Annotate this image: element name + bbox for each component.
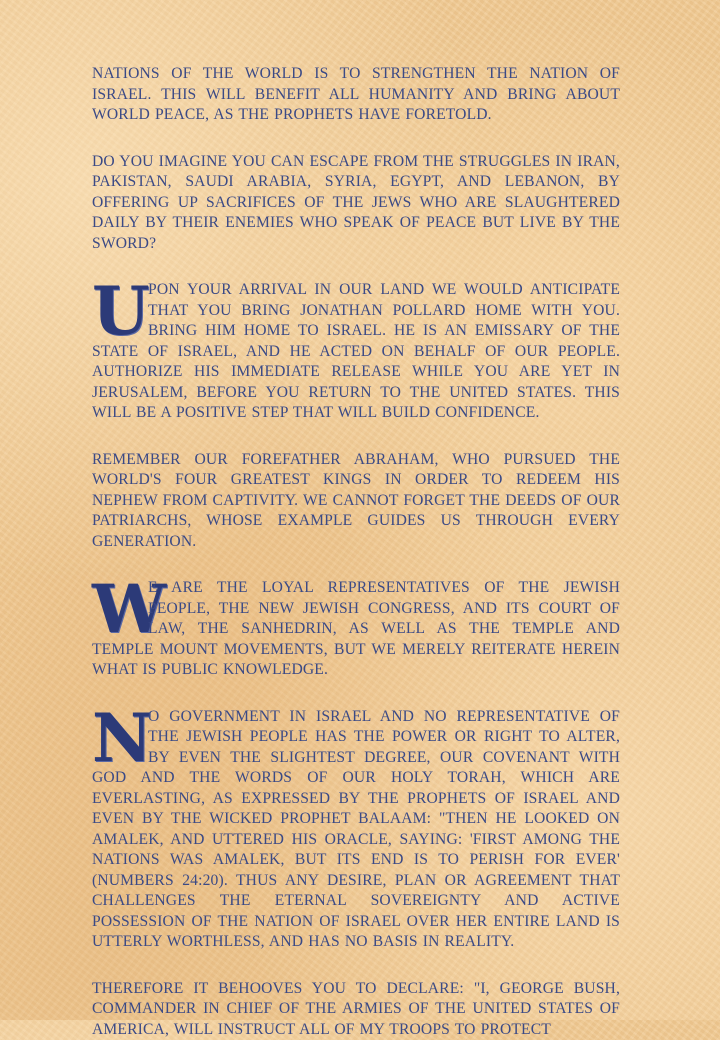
paragraph-3 <box>92 280 620 424</box>
letter-body <box>92 64 620 1040</box>
paragraph-5 <box>92 578 620 681</box>
paragraph-6 <box>92 707 620 953</box>
paragraph-2 <box>92 152 620 255</box>
paragraph-text: PON YOUR ARRIVAL IN OUR LAND WE WOULD ANTICIPATE THAT YOU BRING JONATHAN POLLARD HOME WITH YOU. BRING HIM HOME TO ISRAEL. HE IS AN EMISSARY OF THE STATE OF ISRAEL, AND HE ACTED ON BEHALF OF OUR PEOPLE. AUTHORIZE HIS IMMEDIATE RELEASE WHILE YOU ARE YET IN JERUSALEM, BEFORE YOU RETURN TO THE UNITED STATES. THIS WILL BE A POSITIVE STEP THAT WILL BUILD CONFIDENCE. <box>92 281 620 421</box>
paragraph-text: NATIONS OF THE WORLD IS TO STRENGTHEN THE NATION OF ISRAEL. THIS WILL BENEFIT ALL HUMANITY AND BRING ABOUT WORLD PEACE, AS THE PROPHETS HAVE FORETOLD. <box>92 65 620 123</box>
paragraph-text: E ARE THE LOYAL REPRESENTATIVES OF THE JEWISH PEOPLE, THE NEW JEWISH CONGRESS, AND ITS COURT OF LAW, THE SANHEDRIN, AS WELL AS THE TEMPLE AND TEMPLE MOUNT MOVEMENTS, BUT WE MERELY REITERATE HEREIN WHAT IS PUBLIC KNOWLEDGE. <box>92 579 620 678</box>
paragraph-text: O GOVERNMENT IN ISRAEL AND NO REPRESENTATIVE OF THE JEWISH PEOPLE HAS THE POWER OR RIGHT TO ALTER, BY EVEN THE SLIGHTEST DEGREE, OUR COVENANT WITH GOD AND THE WORDS OF OUR HOLY TORAH, WHICH ARE EVERLASTING, AS EXPRESSED BY THE PROPHETS OF ISRAEL AND EVEN BY THE WICKED PROPHET BALAAM: "THEN HE LOOKED ON AMALEK, AND UTTERED HIS ORACLE, SAYING: 'FIRST AMONG THE NATIONS WAS AMALEK, BUT ITS END IS TO PERISH FOR EVER' (NUMBERS 24:20). THUS ANY DESIRE, PLAN OR AGREEMENT THAT CHALLENGES THE ETERNAL SOVEREIGNTY AND ACTIVE POSSESSION OF THE NATION OF ISRAEL OVER HER ENTIRE LAND IS UTTERLY WORTHLESS, AND HAS NO BASIS IN REALITY. <box>92 708 620 951</box>
paragraph-7 <box>92 979 620 1040</box>
drop-cap-letter: W <box>92 581 142 639</box>
paragraph-text: DO YOU IMAGINE YOU CAN ESCAPE FROM THE STRUGGLES IN IRAN, PAKISTAN, SAUDI ARABIA, SYRIA, EGYPT, AND LEBANON, BY OFFERING UP SACRIFICES OF THE JEWS WHO ARE SLAUGHTERED DAILY BY THEIR ENEMIES WHO SPEAK OF PEACE BUT LIVE BY THE SWORD? <box>92 153 620 252</box>
drop-cap-letter: U <box>92 283 142 341</box>
paragraph-text: REMEMBER OUR FOREFATHER ABRAHAM, WHO PURSUED THE WORLD'S FOUR GREATEST KINGS IN ORDER TO REDEEM HIS NEPHEW FROM CAPTIVITY. WE CANNOT FORGET THE DEEDS OF OUR PATRIARCHS, WHOSE EXAMPLE GUIDES US THROUGH EVERY GENERATION. <box>92 451 620 550</box>
paragraph-4 <box>92 450 620 553</box>
drop-cap-letter: N <box>92 710 142 768</box>
paragraph-text: THEREFORE IT BEHOOVES YOU TO DECLARE: "I, GEORGE BUSH, COMMANDER IN CHIEF OF THE ARMIES OF THE UNITED STATES OF AMERICA, WILL INSTRUCT ALL OF MY TROOPS TO PROTECT <box>92 980 620 1038</box>
paragraph-1 <box>92 64 620 126</box>
